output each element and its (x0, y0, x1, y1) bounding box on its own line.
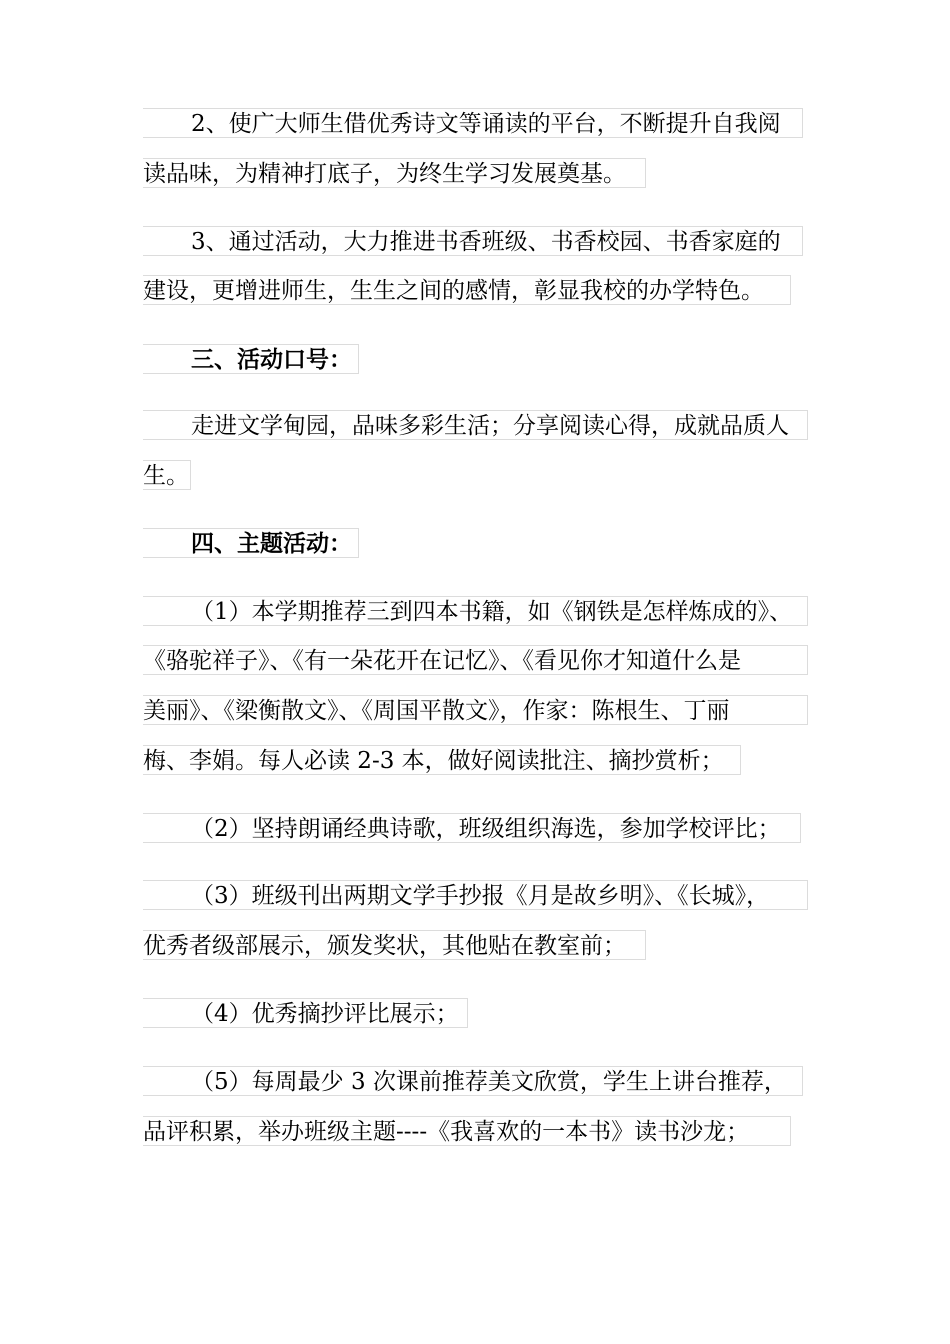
text-line: 梅、李娟。每人必读 2-3 本，做好阅读批注、摘抄赏析； (143, 745, 741, 775)
text-line: 优秀者级部展示，颁发奖状，其他贴在教室前； (143, 930, 646, 960)
text-line: 品评积累，举办班级主题----《我喜欢的一本书》读书沙龙； (143, 1116, 791, 1146)
section-heading: 三、活动口号： (143, 344, 359, 374)
text-line: 走进文学甸园，品味多彩生活；分享阅读心得，成就品质人 (143, 410, 808, 440)
text-line: 生。 (143, 460, 191, 490)
text-line: （1）本学期推荐三到四本书籍，如《钢铁是怎样炼成的》、 (143, 596, 808, 626)
text-line: （5）每周最少 3 次课前推荐美文欣赏，学生上讲台推荐， (143, 1066, 803, 1096)
text-line: （3）班级刊出两期文学手抄报《月是故乡明》、《长城》， (143, 880, 808, 910)
text-line: 美丽》、《梁衡散文》、《周国平散文》，作家：陈根生、丁丽 (143, 695, 808, 725)
text-line: （2）坚持朗诵经典诗歌，班级组织海选，参加学校评比； (143, 813, 801, 843)
text-line: 读品味，为精神打底子，为终生学习发展奠基。 (143, 158, 646, 188)
text-line: 建设，更增进师生，生生之间的感情，彰显我校的办学特色。 (143, 275, 791, 305)
text-line: （4）优秀摘抄评比展示； (143, 998, 468, 1028)
text-line: 2、使广大师生借优秀诗文等诵读的平台，不断提升自我阅 (143, 108, 803, 138)
text-line: 3、通过活动，大力推进书香班级、书香校园、书香家庭的 (143, 226, 803, 256)
section-heading: 四、主题活动： (143, 528, 359, 558)
text-line: 《骆驼祥子》、《有一朵花开在记忆》、《看见你才知道什么是 (143, 645, 808, 675)
